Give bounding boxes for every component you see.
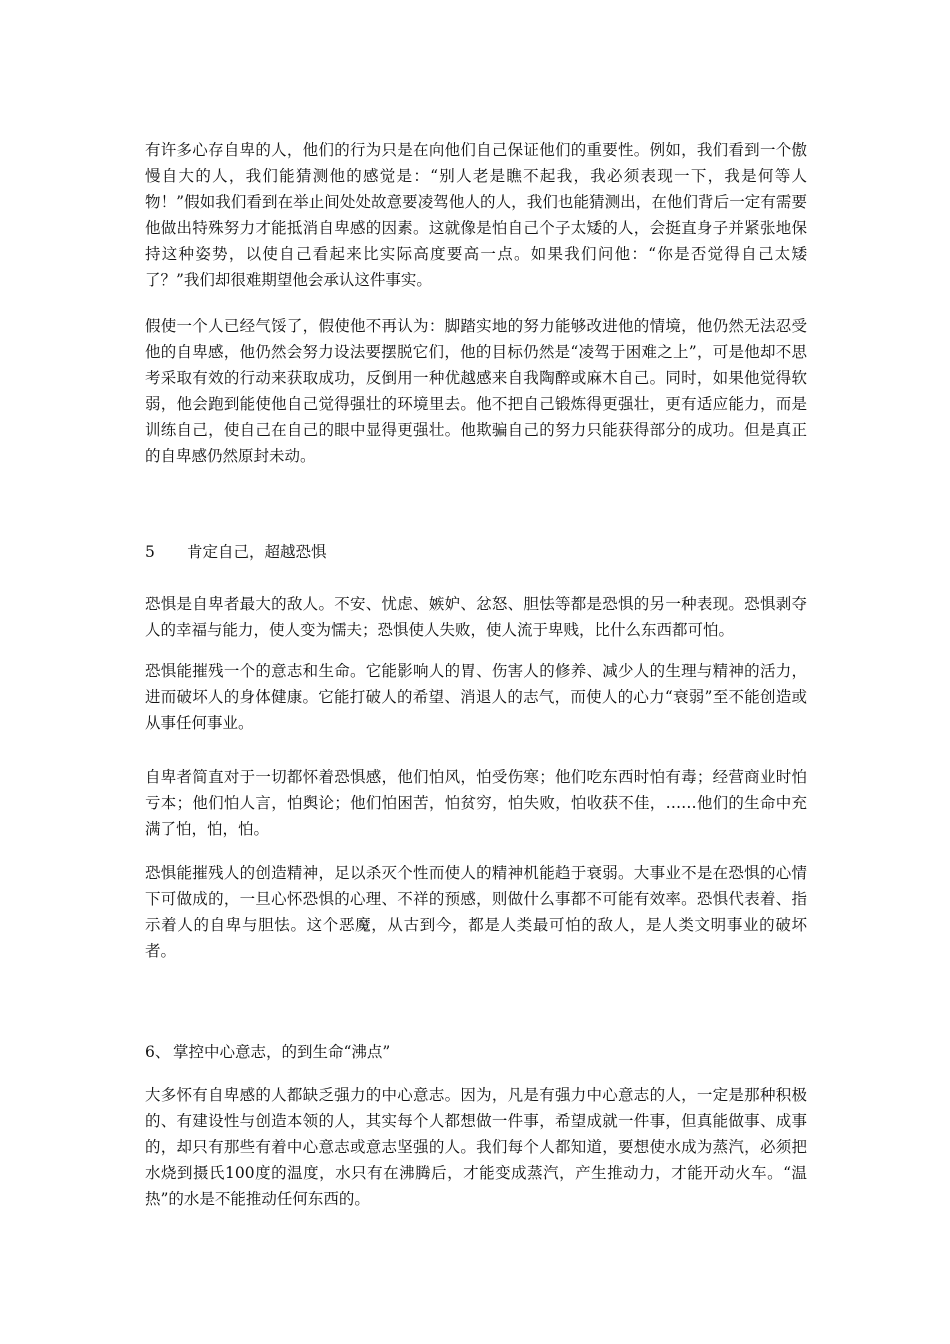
paragraph-s5-1: 恐惧是自卑者最大的敌人。不安、忧虑、嫉妒、忿怒、胆怯等都是恐惧的另一种表现。恐惧剥夺人的幸福与能力，使人变为懦夫；恐惧使人失败，使人流于卑贱，比什么东西都可怕。 — [145, 595, 807, 639]
section-6-heading — [145, 1039, 390, 1065]
paragraph-s5-3: 自卑者简直对于一切都怀着恐惧感，他们怕风，怕受伤寒；他们吃东西时怕有毒；经营商业时怕亏本；他们怕人言，怕舆论；他们怕困苦，怕贫穷，怕失败，怕收获不佳，……他们的生命中充满了怕，怕，怕。 — [145, 768, 807, 838]
paragraph-intro-1: 有许多心存自卑的人，他们的行为只是在向他们自己保证他们的重要性。例如，我们看到一个傲慢自大的人，我们能猜测他的感觉是：“别人老是瞧不起我，我必须表现一下，我是何等人物！”假如我们看到在举止间处处故意要凌驾他人的人，我们也能猜测出，在他们背后一定有需要他做出特殊努力才能抵消自卑感的因素。这就像是怕自己个子太矮的人，会挺直身子并紧张地保持这种姿势，以使自己看起来比实际高度要高一点。如果我们问他：“你是否觉得自己太矮了？”我们却很难期望他会承认这件事实。 — [145, 141, 807, 289]
section-5-title: 肯定自己，超越恐惧 — [187, 543, 327, 561]
section-5-number: 5 — [145, 543, 155, 561]
paragraph-s5-2: 恐惧能摧残一个的意志和生命。它能影响人的胃、伤害人的修养、减少人的生理与精神的活力，进而破坏人的身体健康。它能打破人的希望、消退人的志气，而使人的心力“衰弱”至不能创造或从事任何事业。 — [145, 662, 807, 732]
paragraph-s5-4: 恐惧能摧残人的创造精神，足以杀灭个性而使人的精神机能趋于衰弱。大事业不是在恐惧的心情下可做成的，一旦心怀恐惧的心理、不祥的预感，则做什么事都不可能有效率。恐惧代表着、指示着人的自卑与胆怯。这个恶魔，从古到今，都是人类最可怕的敌人，是人类文明事业的破坏者。 — [145, 864, 807, 960]
paragraph-s6-1: 大多怀有自卑感的人都缺乏强力的中心意志。因为，凡是有强力中心意志的人，一定是那种积极的、有建设性与创造本领的人，其实每个人都想做一件事，希望成就一件事，但真能做事、成事的，却只有那些有着中心意志或意志坚强的人。我们每个人都知道，要想使水成为蒸汽，必须把水烧到摄氏100度的温度，水只有在沸腾后，才能变成蒸汽，产生推动力，才能开动火车。“温热”的水是不能推动任何东西的。 — [145, 1086, 807, 1208]
paragraph-intro-2: 假使一个人已经气馁了，假使他不再认为：脚踏实地的努力能够改进他的情境，他仍然无法忍受他的自卑感，他仍然会努力设法要摆脱它们，他的目标仍然是“凌驾于困难之上”，可是他却不思考采取有效的行动来获取成功，反倒用一种优越感来自我陶醉或麻木自己。同时，如果他觉得软弱，他会跑到能使他自己觉得强壮的环境里去。他不把自己锻炼得更强壮，更有适应能力，而是训练自己，使自己在自己的眼中显得更强壮。他欺骗自己的努力只能获得部分的成功。但是真正的自卑感仍然原封未动。 — [145, 317, 807, 465]
section-6-title: 掌控中心意志，的到生命“沸点” — [173, 1043, 391, 1061]
section-6-number: 6、 — [145, 1043, 171, 1061]
section-5-heading — [145, 539, 327, 565]
